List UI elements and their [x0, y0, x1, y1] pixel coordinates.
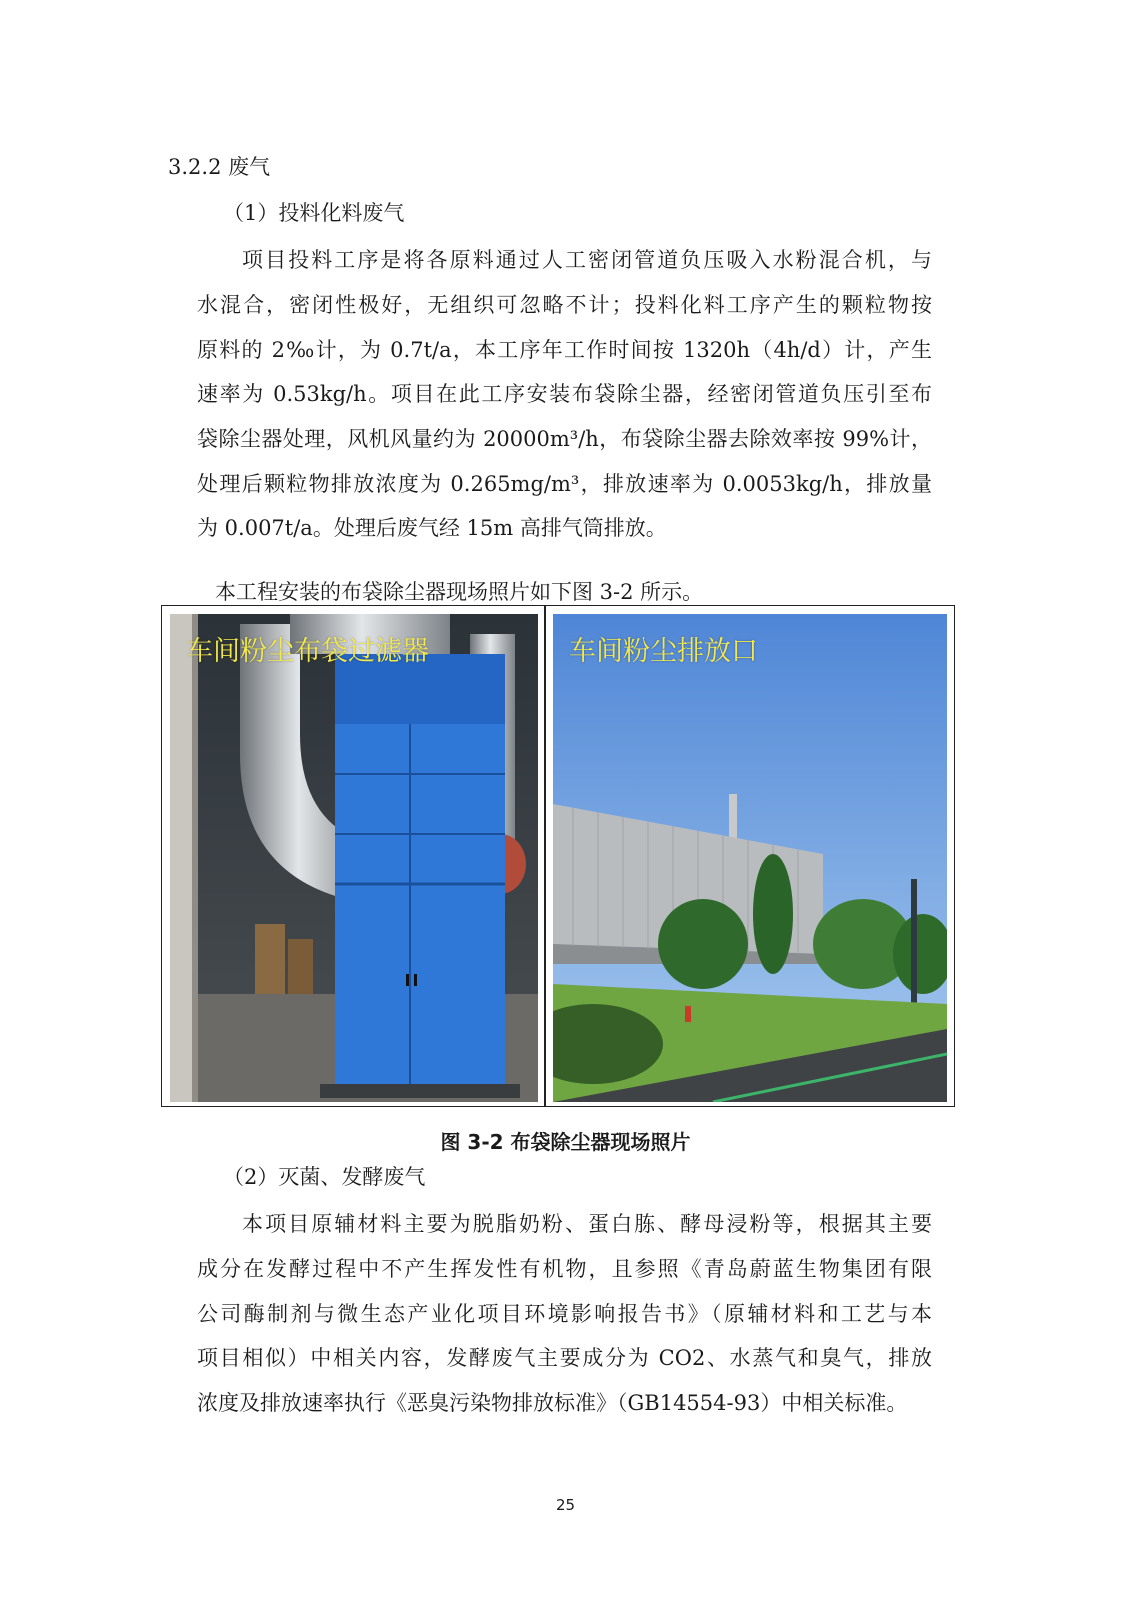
paragraph-line: 为 0.007t/a。处理后废气经 15m 高排气筒排放。: [197, 516, 667, 540]
figure-caption: 图 3-2 布袋除尘器现场照片: [440, 1130, 691, 1154]
paragraph-line: 袋除尘器处理，风机风量约为 20000m³/h，布袋除尘器去除效率按 99%计，: [197, 427, 932, 451]
left-photo-label: 车间粉尘布袋过滤器: [186, 636, 429, 667]
paragraph-line: 速率为 0.53kg/h。项目在此工序安装布袋除尘器，经密闭管道负压引至布: [197, 382, 932, 406]
paragraph-line: 原料的 2‰计，为 0.7t/a，本工序年工作时间按 1320h（4h/d）计，产生: [197, 338, 932, 362]
paragraph-line: 项目相似）中相关内容，发酵废气主要成分为 CO2、水蒸气和臭气，排放: [197, 1346, 932, 1370]
paragraph-line: 成分在发酵过程中不产生挥发性有机物，且参照《青岛蔚蓝生物集团有限: [197, 1257, 932, 1281]
paragraph-line: 浓度及排放速率执行《恶臭污染物排放标准》（GB14554-93）中相关标准。: [197, 1391, 908, 1415]
bag-filter-photo: [170, 614, 538, 1102]
paragraph-line: 本项目原辅材料主要为脱脂奶粉、蛋白胨、酵母浸粉等，根据其主要: [242, 1212, 932, 1236]
paragraph-line: 项目投料工序是将各原料通过人工密闭管道负压吸入水粉混合机，与: [242, 248, 932, 272]
subsection-heading-1: （1）投料化料废气: [223, 201, 405, 225]
subsection-heading-2: （2）灭菌、发酵废气: [223, 1165, 426, 1189]
paragraph-line: 公司酶制剂与微生态产业化项目环境影响报告书》（原辅材料和工艺与本: [197, 1302, 932, 1326]
figure-photo-table: [161, 605, 955, 1107]
section-heading: 3.2.2 废气: [168, 155, 271, 179]
paragraph-line: 处理后颗粒物排放浓度为 0.265mg/m³，排放速率为 0.0053kg/h，排放量: [197, 472, 932, 496]
paragraph-line: 水混合，密闭性极好，无组织可忽略不计；投料化料工序产生的颗粒物按: [197, 293, 932, 317]
figure-intro: 本工程安装的布袋除尘器现场照片如下图 3-2 所示。: [215, 580, 704, 604]
outlet-photo: [553, 614, 947, 1102]
figure-divider: [544, 606, 546, 1106]
right-photo-label: 车间粉尘排放口: [569, 636, 758, 667]
page-number: 25: [555, 1496, 576, 1514]
